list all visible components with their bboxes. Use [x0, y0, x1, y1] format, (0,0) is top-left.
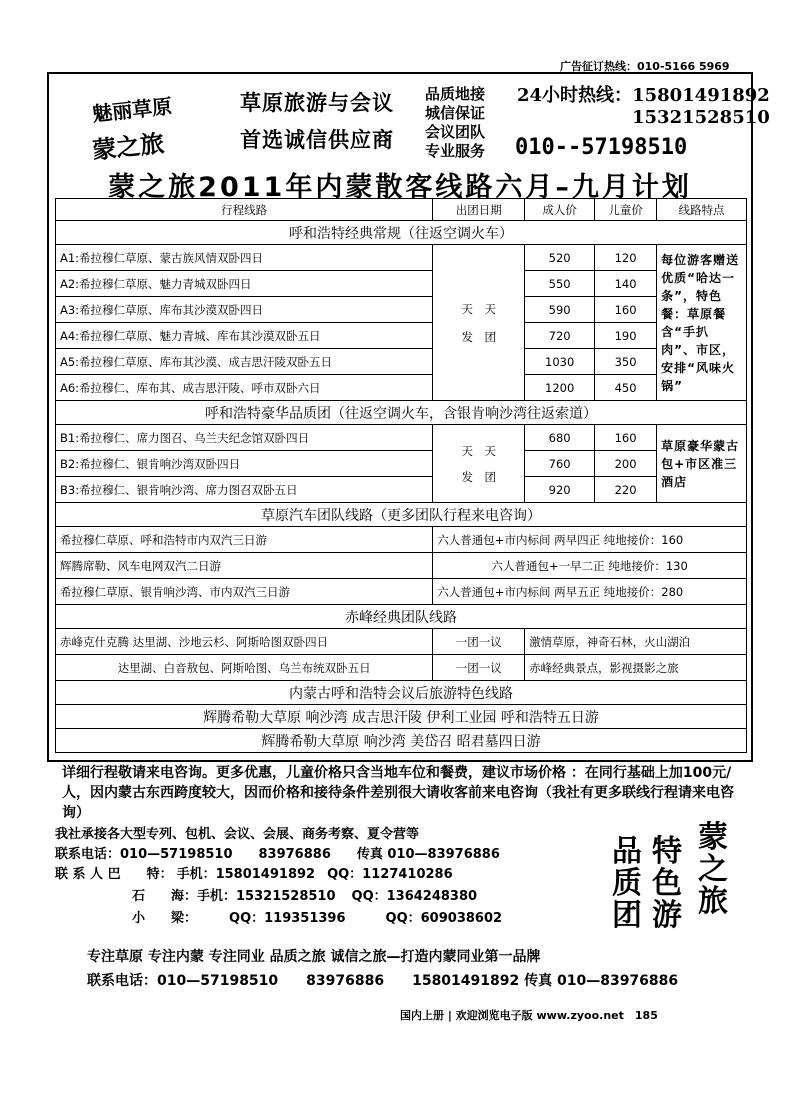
- logo-line1: 魅丽草原: [91, 93, 174, 127]
- footer-contact: 联系电话：010—57198510 83976886 15801491892 传真 010—83976886: [87, 973, 679, 989]
- section-header: 呼和浩特豪华品质团（往返空调火车，含银肯响沙湾往返索道）: [56, 401, 747, 425]
- date-cell: 天 天 发 团: [433, 425, 525, 503]
- table-row: 辉腾希勒大草原 响沙湾 成吉思汗陵 伊利工业园 呼和浩特五日游: [56, 705, 747, 729]
- table-row: B3:希拉穆仁、银肯响沙湾、席力图召双卧五日 920 220: [56, 477, 747, 503]
- hotline-landline: 010--57198510: [515, 135, 688, 160]
- table-row: 辉腾希勒大草原 响沙湾 美岱召 昭君墓四日游: [56, 729, 747, 753]
- table-row: 赤峰克什克腾 达里湖、沙地云杉、阿斯哈图双卧四日 一团一议 激情草原，神奇石林，火山湖泊: [56, 629, 747, 655]
- main-title: 蒙之旅2011年内蒙散客线路六月–九月计划: [108, 172, 692, 203]
- table-row: A1:希拉穆仁草原、蒙古族风情双卧四日 天 天 发 团 520 120 每位游客赠送优质“哈达一条”，特色餐：草原餐含“手扒肉”、市区，安排“风味火锅”: [56, 245, 747, 271]
- table-row: 希拉穆仁草原、银肯响沙湾、市内双汽三日游 六人普通包+市内标间 两早五正 纯地接价：280: [56, 579, 747, 605]
- table-row: A4:希拉穆仁草原、魅力青城、库布其沙漠双卧五日 720 190: [56, 323, 747, 349]
- corner-slogan: 品 特 蒙 质 色 之 团 游 旅: [612, 820, 728, 933]
- services-line: 我社承接各大型专列、包机、会议、会展、商务考察、夏令营等: [55, 827, 420, 842]
- ad-hotline: 广告征订热线：010-5166 5969: [560, 60, 730, 73]
- detail-note: 详细行程敬请来电咨询。更多优惠，儿童价格只含当地车位和餐费，建议市场价格 ：在同行基础上加100元/人，因内蒙古东西跨度较大，因而价格和接待条件差别很大请收客前来电咨询（我社有更多联线行程请来电咨询）: [62, 765, 734, 821]
- table-row: A6:希拉穆仁、库布其、成吉思汗陵、呼市双卧六日 1200 450: [56, 375, 747, 401]
- logo-line2: 蒙之旅: [90, 128, 166, 165]
- footer-slogan: 专注草原 专注内蒙 专注同业 品质之旅 诚信之旅—打造内蒙同业第一品牌: [87, 949, 541, 965]
- section-header: 呼和浩特经典常规（往返空调火车）: [56, 221, 747, 245]
- section-header: 赤峰经典团队线路: [56, 605, 747, 629]
- table-row: 达里湖、白音敖包、阿斯哈图、乌兰布统双卧五日 一团一议 赤峰经典景点，影视摄影之旅: [56, 655, 747, 681]
- slogan-line2: 首选诚信供应商: [240, 127, 394, 152]
- table-row: A2:希拉穆仁草原、魅力青城双卧四日 550 140: [56, 271, 747, 297]
- contact-row: 小 梁： QQ：119351396 QQ：609038602: [132, 911, 503, 926]
- table-row: B2:希拉穆仁、银肯响沙湾双卧四日 760 200: [56, 451, 747, 477]
- table-row: B1:希拉穆仁、席力图召、乌兰夫纪念馆双卧四日 天 天 发 团 680 160 草原豪华蒙古包+市区准三酒店: [56, 425, 747, 451]
- feature-cell: 每位游客赠送优质“哈达一条”，特色餐：草原餐含“手扒肉”、市区，安排“风味火锅”: [657, 245, 747, 401]
- feature-cell: 草原豪华蒙古包+市区准三酒店: [657, 425, 747, 503]
- contact-row: 石 海：手机：15321528510 QQ：1364248380: [132, 889, 478, 904]
- section-header: 内蒙古呼和浩特会议后旅游特色线路: [56, 681, 747, 705]
- table-row: A3:希拉穆仁草原、库布其沙漠双卧四日 590 160: [56, 297, 747, 323]
- table-header-row: 行程线路 出团日期 成人价 儿童价 线路特点: [56, 199, 747, 221]
- date-cell: 天 天 发 团: [433, 245, 525, 401]
- table-row: 辉腾席勒、风车电网双汽二日游 六人普通包+一早二正 纯地接价：130: [56, 553, 747, 579]
- route-table: [55, 198, 747, 753]
- slogan-line1: 草原旅游与会议: [240, 90, 394, 115]
- section-header: 草原汽车团队线路（更多团队行程来电咨询）: [56, 503, 747, 527]
- quality-block: 品质地接 城信保证 会议团队 专业服务: [425, 85, 486, 160]
- table-row: A5:希拉穆仁草原、库布其沙漠、成吉思汗陵双卧五日 1030 350: [56, 349, 747, 375]
- page-footer: 国内上册 | 欢迎浏览电子版 www.zyoo.net 185: [400, 1009, 658, 1022]
- table-row: 希拉穆仁草原、呼和浩特市内双汽三日游 六人普通包+市内标间 两早四正 纯地接价：160: [56, 527, 747, 553]
- contact-line: 联系电话：010—57198510 83976886 传真 010—83976886: [55, 847, 500, 862]
- contact-row: 联 系 人 巴 特： 手机：15801491892 QQ：1127410286: [55, 867, 453, 882]
- hotline-block: 24小时热线：15801491892 15321528510: [517, 85, 770, 128]
